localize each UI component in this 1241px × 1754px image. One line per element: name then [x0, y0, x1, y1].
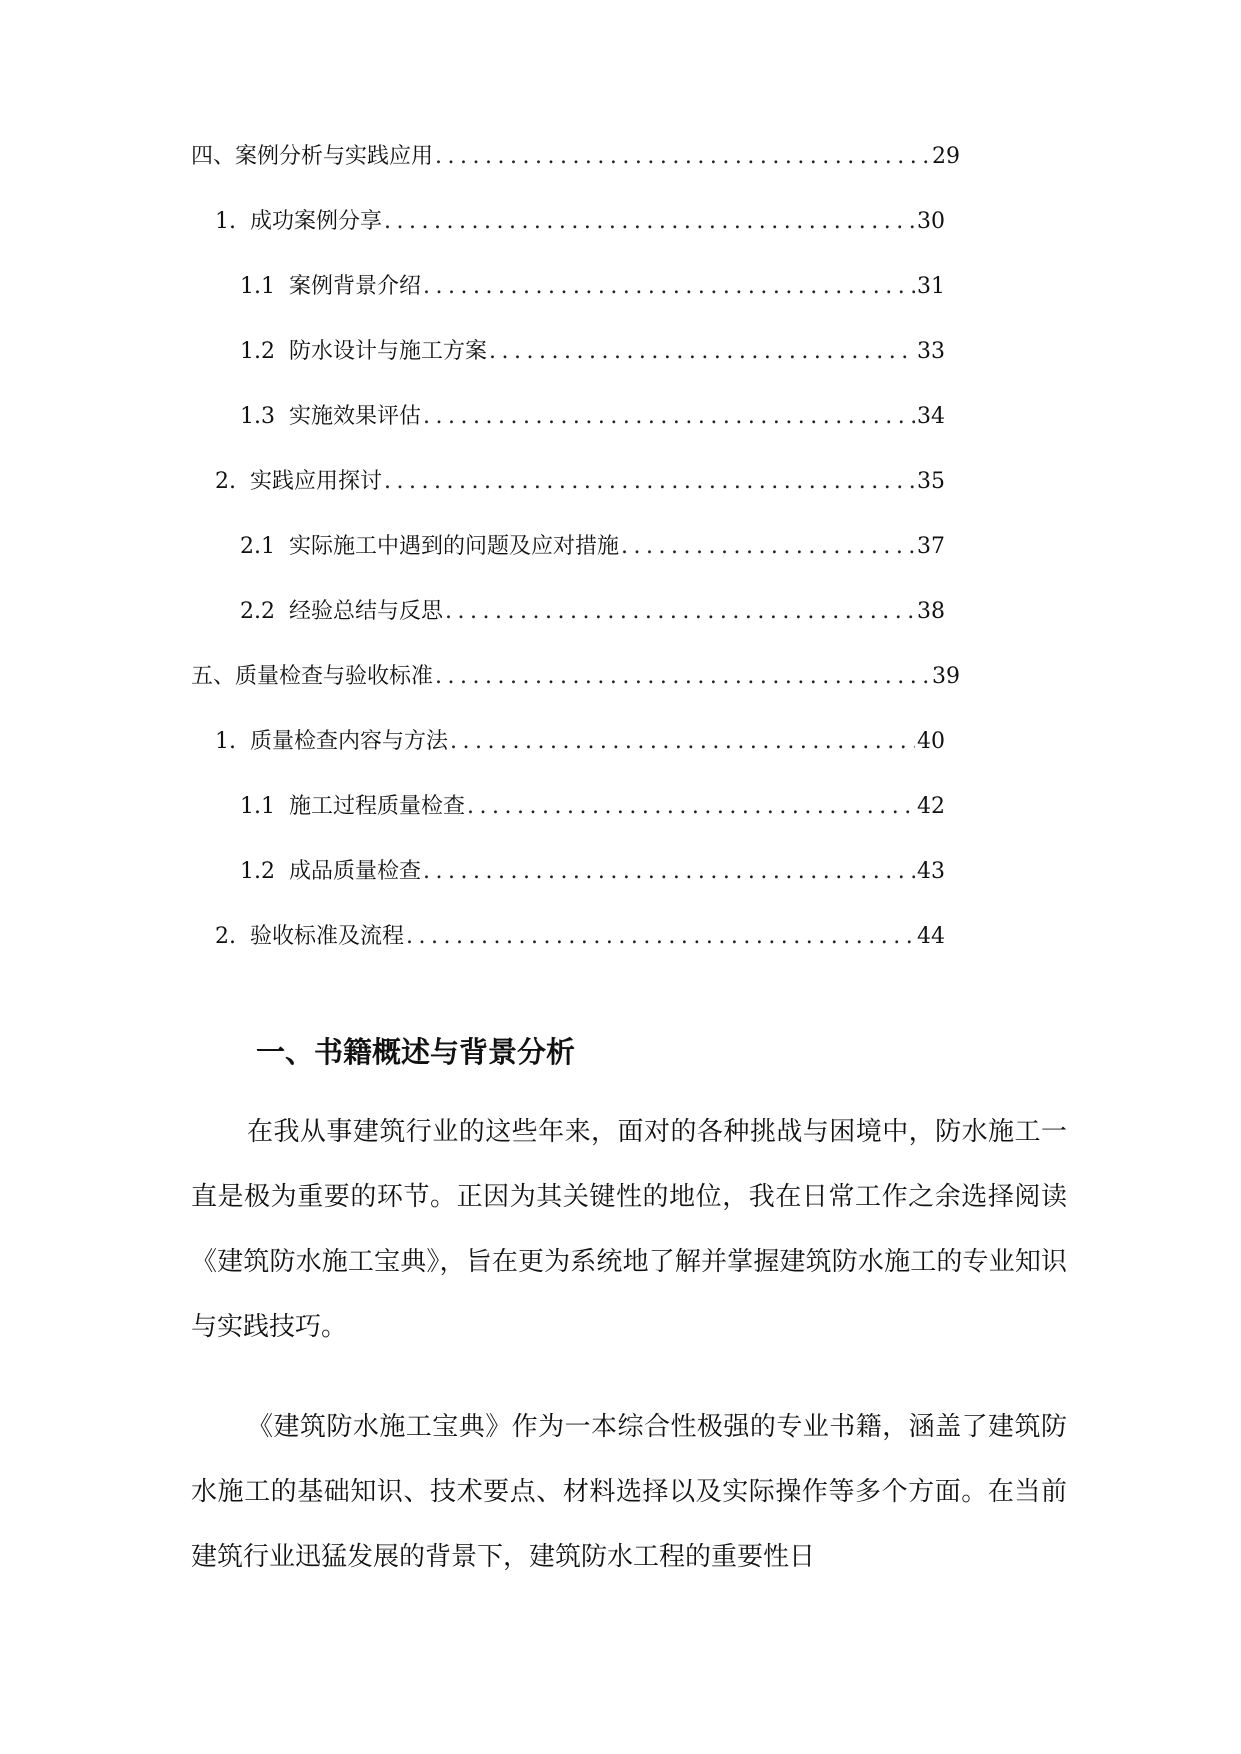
- toc-entry[interactable]: [240, 790, 945, 824]
- toc-page-number: 38: [917, 599, 945, 624]
- toc-dot-leader: [619, 530, 915, 564]
- toc-entry-title: 实践应用探讨: [250, 469, 383, 494]
- toc-page-number: 34: [917, 404, 945, 429]
- toc-entry-number: 1.2: [240, 859, 275, 884]
- toc-dot-leader: [448, 725, 915, 759]
- toc-entry-title: 经验总结与反思: [289, 599, 444, 624]
- toc-entry-title: 成品质量检查: [289, 859, 422, 884]
- toc-entry-number: 1.: [215, 729, 236, 754]
- toc-entry-number: 2.1: [240, 534, 275, 559]
- toc-page-number: 40: [917, 729, 945, 754]
- toc-dot-leader: [433, 660, 930, 694]
- toc-entry-number: 1.: [215, 209, 236, 234]
- toc-entry[interactable]: [215, 920, 945, 954]
- toc-entry-title: 成功案例分享: [250, 209, 383, 234]
- toc-page-number: 43: [917, 859, 945, 884]
- toc-page-number: 30: [917, 209, 945, 234]
- toc-entry-number: 1.1: [240, 274, 275, 299]
- toc-entry-number: 2.2: [240, 599, 275, 624]
- toc-entry-number: 2.: [215, 469, 236, 494]
- toc-dot-leader: [421, 270, 915, 304]
- toc-entry-title: 验收标准及流程: [250, 924, 405, 949]
- toc-entry[interactable]: [240, 400, 945, 434]
- toc-entry-title: 案例背景介绍: [289, 274, 422, 299]
- toc-page-number: 31: [917, 274, 945, 299]
- body-paragraph: 《建筑防水施工宝典》作为一本综合性极强的专业书籍，涵盖了建筑防水施工的基础知识、技术要点、材料选择以及实际操作等多个方面。在当前建筑行业迅猛发展的背景下，建筑防水工程的重要性日: [191, 1412, 1067, 1572]
- toc-entry-number: 1.1: [240, 794, 275, 819]
- toc-dot-leader: [421, 855, 915, 889]
- toc-dot-leader: [421, 400, 915, 434]
- toc-entry[interactable]: [240, 270, 945, 304]
- toc-dot-leader: [465, 790, 915, 824]
- toc-entry[interactable]: [240, 530, 945, 564]
- toc-entry[interactable]: [240, 855, 945, 889]
- toc-dot-leader: [443, 595, 915, 629]
- toc-page-number: 37: [917, 534, 945, 559]
- toc-entry[interactable]: [215, 725, 945, 759]
- toc-entry[interactable]: [240, 335, 945, 369]
- toc-entry[interactable]: [215, 205, 945, 239]
- section-heading: 一、书籍概述与背景分析: [256, 1035, 576, 1069]
- toc-dot-leader: [382, 205, 915, 239]
- toc-entry-title: 实施效果评估: [289, 404, 422, 429]
- toc-entry-number: 2.: [215, 924, 236, 949]
- toc-page-number: 44: [917, 924, 945, 949]
- body-paragraph: 在我从事建筑行业的这些年来，面对的各种挑战与困境中，防水施工一直是极为重要的环节。正因为其关键性的地位，我在日常工作之余选择阅读《建筑防水施工宝典》，旨在更为系统地了解并掌握建筑防水施工的专业知识与实践技巧。: [191, 1117, 1067, 1342]
- toc-entry-title: 防水设计与施工方案: [289, 339, 488, 364]
- toc-dot-leader: [433, 140, 930, 174]
- toc-entry-title: 四、案例分析与实践应用: [191, 144, 434, 169]
- toc-entry[interactable]: [191, 140, 960, 174]
- toc-entry[interactable]: [215, 465, 945, 499]
- section-body: [191, 1100, 1067, 1625]
- toc-entry[interactable]: [240, 595, 945, 629]
- toc-page-number: 29: [932, 144, 960, 169]
- toc-page-number: 33: [917, 339, 945, 364]
- toc-entry-title: 实际施工中遇到的问题及应对措施: [289, 534, 620, 559]
- toc-entry-title: 五、质量检查与验收标准: [191, 664, 434, 689]
- toc-dot-leader: [382, 465, 915, 499]
- toc-page-number: 35: [917, 469, 945, 494]
- toc-entry[interactable]: [191, 660, 960, 694]
- toc-page-number: 39: [932, 664, 960, 689]
- toc-dot-leader: [487, 335, 915, 369]
- toc-dot-leader: [404, 920, 915, 954]
- toc-entry-title: 质量检查内容与方法: [250, 729, 449, 754]
- toc-page-number: 42: [917, 794, 945, 819]
- toc-entry-number: 1.2: [240, 339, 275, 364]
- toc-entry-number: 1.3: [240, 404, 275, 429]
- toc-entry-title: 施工过程质量检查: [289, 794, 466, 819]
